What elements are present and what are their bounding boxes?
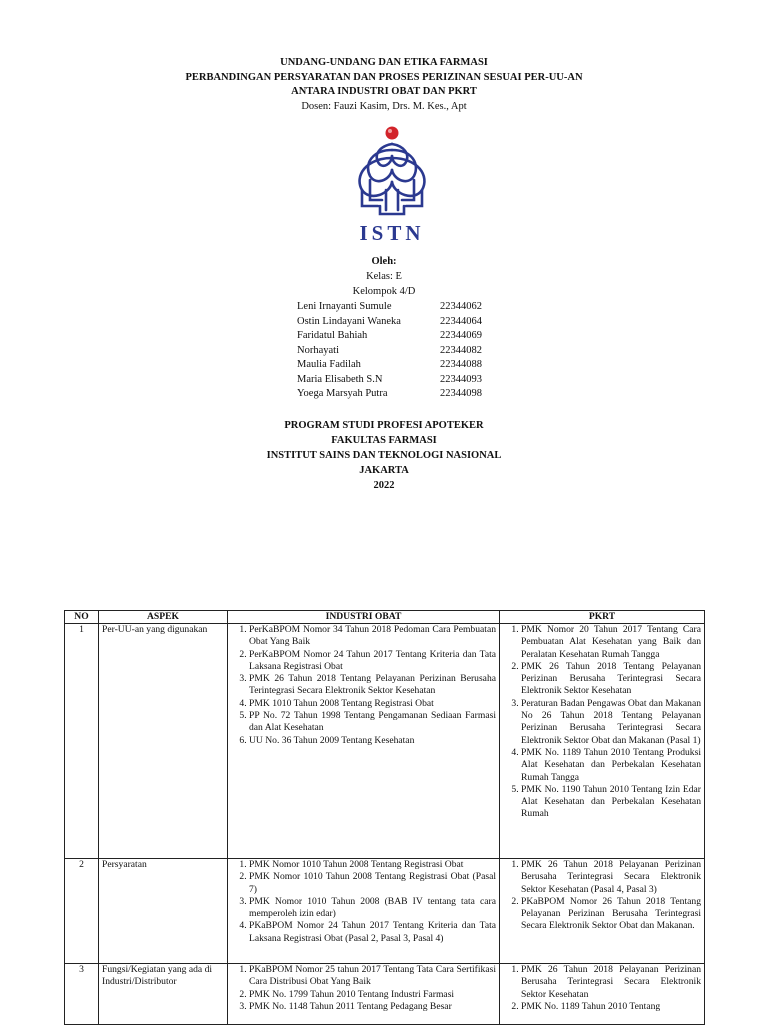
row-number: 1 <box>65 624 99 859</box>
member-row <box>297 300 482 315</box>
list-item: 2. PerKaBPOM Nomor 24 Tahun 2017 Tentang Kriteria dan Tata Laksana Registrasi Obat <box>249 649 496 674</box>
institute-name: INSTITUT SAINS DAN TEKNOLOGI NASIONAL <box>266 450 502 461</box>
document-title: PERBANDINGAN PERSYARATAN DAN PROSES PERIZINAN SESUAI PER-UU-AN <box>185 71 583 83</box>
member-row <box>297 315 482 330</box>
industri-list <box>231 964 496 1013</box>
list-item: 5. PP No. 72 Tahun 1998 Tentang Pengamanan Sediaan Farmasi dan Alat Kesehatan <box>249 710 496 735</box>
city: JAKARTA <box>359 465 409 476</box>
pkrt-list <box>503 964 701 1013</box>
pkrt-list <box>503 624 701 821</box>
list-item: 3. PMK Nomor 1010 Tahun 2008 (BAB IV tentang tata cara memperoleh izin edar) <box>249 896 496 921</box>
istn-logo <box>350 120 434 248</box>
row-aspek: Persyaratan <box>99 859 228 964</box>
kelas-label: Kelas: E <box>366 271 402 282</box>
member-row <box>297 358 482 373</box>
table-row <box>65 859 705 964</box>
row-number: 3 <box>65 964 99 1025</box>
header-no: NO <box>65 611 99 624</box>
institution-block <box>0 418 768 493</box>
member-row <box>297 387 482 402</box>
member-id: 22344093 <box>440 373 482 385</box>
member-id: 22344082 <box>440 344 482 356</box>
row-aspek: Fungsi/Kegiatan yang ada di Industri/Distributor <box>99 964 228 1025</box>
pkrt-list <box>503 859 701 933</box>
comparison-table <box>64 610 705 1025</box>
member-id: 22344098 <box>440 388 482 399</box>
member-row <box>297 329 482 344</box>
row-industri <box>228 624 500 859</box>
document-subtitle: ANTARA INDUSTRI OBAT DAN PKRT <box>291 86 477 97</box>
member-id: 22344062 <box>440 301 482 312</box>
row-pkrt <box>500 624 705 859</box>
list-item: 4. PKaBPOM Nomor 24 Tahun 2017 Tentang Kriteria dan Tata Laksana Registrasi Obat (Pasal 2, Pasal 3, Pasal 4) <box>249 920 496 945</box>
list-item: 1. PMK Nomor 1010 Tahun 2008 Tentang Registrasi Obat <box>249 859 496 871</box>
logo-text: ISTN <box>359 221 425 245</box>
list-item: 4. PMK 1010 Tahun 2008 Tentang Registrasi Obat <box>249 698 496 710</box>
lecturer: Dosen: Fauzi Kasim, Drs. M. Kes., Apt <box>301 100 467 112</box>
member-name: Ostin Lindayani Waneka <box>297 315 401 327</box>
header-aspek: ASPEK <box>99 611 228 624</box>
row-pkrt <box>500 964 705 1025</box>
table-header-row <box>65 611 705 624</box>
list-item: 2. PKaBPOM Nomor 26 Tahun 2018 Tentang Pelayanan Perizinan Berusaha Terintegrasi Secara Elektronik Sektor Obat dan Makanan. <box>521 896 701 933</box>
document-header <box>0 56 768 114</box>
header-pkrt: PKRT <box>500 611 705 624</box>
member-id: 22344064 <box>440 315 482 327</box>
member-name: Maria Elisabeth S.N <box>297 373 383 385</box>
faculty-name: FAKULTAS FARMASI <box>331 435 437 446</box>
year: 2022 <box>373 480 395 491</box>
member-name: Maulia Fadilah <box>297 359 361 370</box>
list-item: 3. Peraturan Badan Pengawas Obat dan Makanan No 26 Tahun 2018 Tentang Pelayanan Perizinan Berusaha Terintegrasi Secara Elektronik Sektor Obat dan Makanan (Pasal 1) <box>521 698 701 747</box>
table-row <box>65 964 705 1025</box>
list-item: 5. PMK No. 1190 Tahun 2010 Tentang Izin Edar Alat Kesehatan dan Perbekalan Kesehatan Rumah <box>521 784 701 821</box>
member-id: 22344088 <box>440 359 482 370</box>
list-item: 1. PerKaBPOM Nomor 34 Tahun 2018 Pedoman Cara Pembuatan Obat Yang Baik <box>249 624 496 649</box>
row-pkrt <box>500 859 705 964</box>
member-row <box>297 373 482 388</box>
list-item: 1. PKaBPOM Nomor 25 tahun 2017 Tentang Tata Cara Sertifikasi Cara Distribusi Obat Yang Baik <box>249 964 496 989</box>
member-id: 22344069 <box>440 330 482 341</box>
row-aspek: Per-UU-an yang digunakan <box>99 624 228 859</box>
member-name: Leni Irnayanti Sumule <box>297 301 392 312</box>
member-list <box>297 300 482 402</box>
list-item: 2. PMK No. 1189 Tahun 2010 Tentang <box>521 1001 701 1013</box>
list-item: 4. PMK No. 1189 Tahun 2010 Tentang Produksi Alat Kesehatan dan Perbekalan Kesehatan Rumah Tangga <box>521 747 701 784</box>
list-item: 1. PMK 26 Tahun 2018 Pelayanan Perizinan Berusaha Terintegrasi Secara Elektronik Sektor Kesehatan <box>521 964 701 1001</box>
kelompok-label: Kelompok 4/D <box>352 286 416 297</box>
list-item: 2. PMK No. 1799 Tahun 2010 Tentang Industri Farmasi <box>249 989 496 1001</box>
header-industri: INDUSTRI OBAT <box>228 611 500 624</box>
member-name: Norhayati <box>297 344 339 356</box>
list-item: 3. PMK 26 Tahun 2018 Tentang Pelayanan Perizinan Berusaha Terintegrasi Secara Elektronik Sektor Kesehatan <box>249 673 496 698</box>
member-name: Faridatul Bahiah <box>297 330 368 341</box>
program-name: PROGRAM STUDI PROFESI APOTEKER <box>284 420 484 431</box>
author-block <box>0 254 768 299</box>
row-number: 2 <box>65 859 99 964</box>
list-item: 2. PMK 26 Tahun 2018 Tentang Pelayanan Perizinan Berusaha Terintegrasi Secara Elektronik Sektor Kesehatan <box>521 661 701 698</box>
list-item: 1. PMK Nomor 20 Tahun 2017 Tentang Cara Pembuatan Alat Kesehatan yang Baik dan Peralatan Kesehatan Rumah Tangga <box>521 624 701 661</box>
list-item: 6. UU No. 36 Tahun 2009 Tentang Kesehatan <box>249 735 496 747</box>
list-item: 3. PMK No. 1148 Tahun 2011 Tentang Pedagang Besar <box>249 1001 496 1013</box>
row-industri <box>228 859 500 964</box>
list-item: 2. PMK Nomor 1010 Tahun 2008 Tentang Registrasi Obat (Pasal 7) <box>249 871 496 896</box>
member-row <box>297 344 482 359</box>
oleh-label: Oleh: <box>371 256 397 267</box>
member-name: Yoega Marsyah Putra <box>297 388 388 399</box>
row-industri <box>228 964 500 1025</box>
industri-list <box>231 624 496 747</box>
industri-list <box>231 859 496 945</box>
list-item: 1. PMK 26 Tahun 2018 Pelayanan Perizinan Berusaha Terintegrasi Secara Elektronik Sektor Kesehatan (Pasal 4, Pasal 3) <box>521 859 701 896</box>
course-title: UNDANG-UNDANG DAN ETIKA FARMASI <box>280 57 488 68</box>
table-row <box>65 624 705 859</box>
